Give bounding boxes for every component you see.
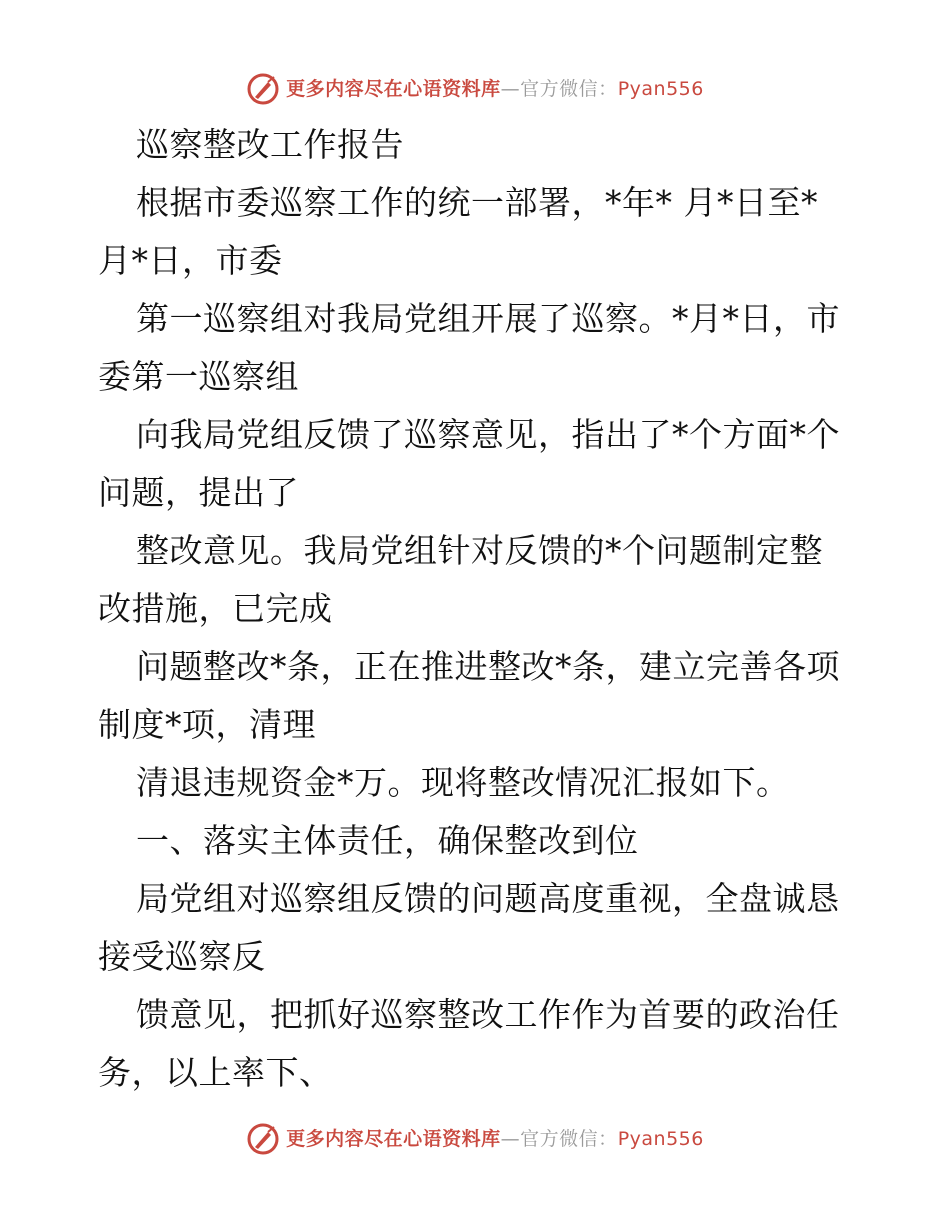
- text-line: 问题，提出了: [98, 473, 299, 512]
- watermark-main-text: 更多内容尽在心语资料库: [286, 1128, 501, 1150]
- watermark-wechat-id: Pyan556: [617, 1128, 704, 1150]
- text-line: 委第一巡察组: [98, 357, 299, 396]
- text-line: 清退违规资金*万。现将整改情况汇报如下。: [136, 763, 790, 802]
- text-line: 向我局党组反馈了巡察意见，指出了*个方面*个: [136, 415, 840, 454]
- text-line: 馈意见，把抓好巡察整改工作作为首要的政治任: [136, 995, 840, 1034]
- watermark-official-label: 官方微信：: [520, 1128, 618, 1150]
- text-line: 根据市委巡察工作的统一部署，*年* 月*日至*: [136, 183, 818, 222]
- text-line: 月*日，市委: [98, 241, 283, 280]
- text-line: 改措施，已完成: [98, 589, 333, 628]
- text-line: 局党组对巡察组反馈的问题高度重视，全盘诚恳: [136, 879, 840, 918]
- document-title: 巡察整改工作报告: [136, 125, 404, 164]
- watermark-wechat-id: Pyan556: [617, 78, 704, 100]
- quill-pen-logo-icon: [246, 1122, 280, 1156]
- footer-watermark: [0, 1122, 950, 1156]
- header-watermark: [0, 72, 950, 106]
- text-line: 第一巡察组对我局党组开展了巡察。*月*日，市: [136, 299, 840, 338]
- quill-pen-logo-icon: [246, 72, 280, 106]
- watermark-dash: —: [500, 1128, 521, 1150]
- section-heading: 一、落实主体责任，确保整改到位: [136, 821, 639, 860]
- text-line: 问题整改*条，正在推进整改*条，建立完善各项: [136, 647, 840, 686]
- watermark-dash: —: [500, 78, 521, 100]
- watermark-official-label: 官方微信：: [520, 78, 618, 100]
- text-line: 务，以上率下、: [98, 1053, 333, 1092]
- document-body: [98, 116, 858, 1102]
- text-line: 制度*项，清理: [98, 705, 316, 744]
- text-line: 整改意见。我局党组针对反馈的*个问题制定整: [136, 531, 823, 570]
- watermark-main-text: 更多内容尽在心语资料库: [286, 78, 501, 100]
- text-line: 接受巡察反: [98, 937, 266, 976]
